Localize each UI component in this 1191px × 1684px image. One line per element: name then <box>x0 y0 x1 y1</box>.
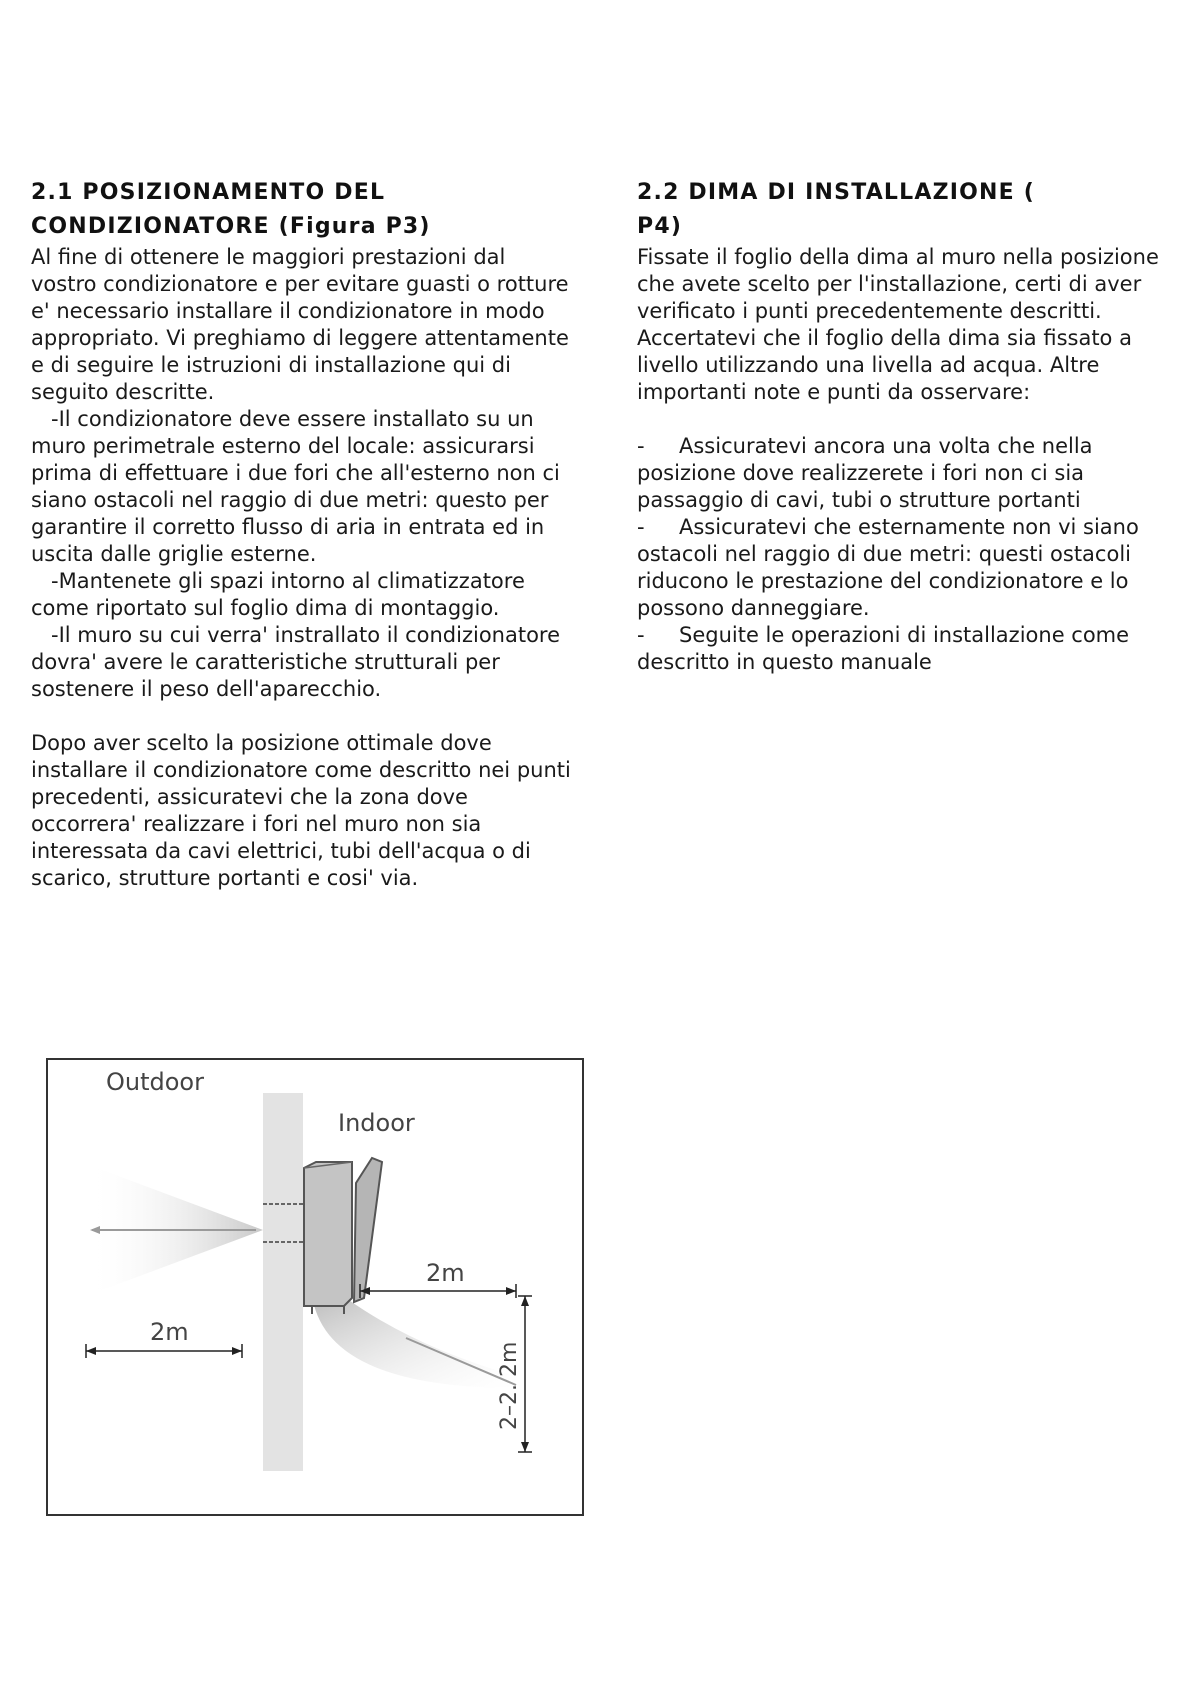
bullet-item <box>637 514 1177 622</box>
heading-line: 2.2 DIMA DI INSTALLAZIONE ( <box>637 180 1035 205</box>
wall <box>263 1093 303 1471</box>
requirement-item-1 <box>31 406 576 568</box>
bullet-marker: - <box>637 623 645 647</box>
requirement-text: -Il condizionatore deve essere installato su un muro perimetrale esterno del locale: assicurarsi prima di effettuare i due fori che all'esterno non ci siano ostacoli nel raggio di due metri: questo per garantire il corretto flusso di aria in entrata ed in uscita dalle griglie esterne. <box>31 407 567 566</box>
bullet-text: Assicuratevi che esternamente non vi siano ostacoli nel raggio di due metri: questi ostacoli riducono le prestazione del condizionatore e lo possono danneggiare. <box>637 515 1146 620</box>
heading-line: P4) <box>637 214 683 239</box>
requirement-text: -Il muro su cui verra' instrallato il condizionatore dovra' avere le caratteristiche strutturali per sostenere il peso dell'aparecchio. <box>31 623 567 701</box>
section-2-1 <box>31 176 576 892</box>
heading-line: 2.1 POSIZIONAMENTO DEL <box>31 180 386 205</box>
installation-clearance-figure <box>46 1058 584 1516</box>
outdoor-label: Outdoor <box>106 1068 204 1096</box>
bullet-marker: - <box>637 515 645 539</box>
bullet-item <box>637 622 1177 676</box>
requirement-text: -Mantenete gli spazi intorno al climatizzatore come riportato sul foglio dima di montaggio. <box>31 569 532 620</box>
section-2-1-heading <box>31 176 576 244</box>
requirement-item-3 <box>31 622 576 703</box>
indoor-label: Indoor <box>338 1109 415 1137</box>
requirement-item-2 <box>31 568 576 622</box>
section-2-2 <box>637 176 1177 676</box>
bullet-item <box>637 433 1177 514</box>
heading-line: CONDIZIONATORE (Figura P3) <box>31 214 431 239</box>
outdoor-clearance-label: 2m <box>150 1318 189 1346</box>
bullet-text: Assicuratevi ancora una volta che nella posizione dove realizzerete i fori non ci sia passaggio di cavi, tubi o strutture portanti <box>637 434 1100 512</box>
bullet-text: Seguite le operazioni di installazione come descritto in questo manuale <box>637 623 1136 674</box>
indoor-vertical-clearance-label: 2–2. 2m <box>497 1341 522 1430</box>
intro-paragraph: Al fine di ottenere le maggiori prestazioni dal vostro condizionatore e per evitare guasti o rotture e' necessario installare il condizionatore in modo appropriato. Vi preghiamo di leggere attentamente e di seguire le istruzioni di installazione qui di seguito descritte. <box>31 245 576 404</box>
intro-paragraph: Fissate il foglio della dima al muro nella posizione che avete scelto per l'installazione, certi di aver verificato i punti precedentemente descritti. Accertatevi che il foglio della dima sia fissato a livello utilizzando una livella ad acqua. Altre importanti note e punti da osservare: <box>637 245 1166 404</box>
section-2-2-heading <box>637 176 1177 244</box>
bullet-marker: - <box>637 434 645 458</box>
indoor-horizontal-clearance-label: 2m <box>426 1259 465 1287</box>
closing-paragraph: Dopo aver scelto la posizione ottimale dove installare il condizionatore come descritto nei punti precedenti, assicuratevi che la zona dove occorrera' realizzare i fori nel muro non sia interessata da cavi elettrici, tubi dell'acqua o di scarico, strutture portanti e cosi' via. <box>31 731 578 890</box>
